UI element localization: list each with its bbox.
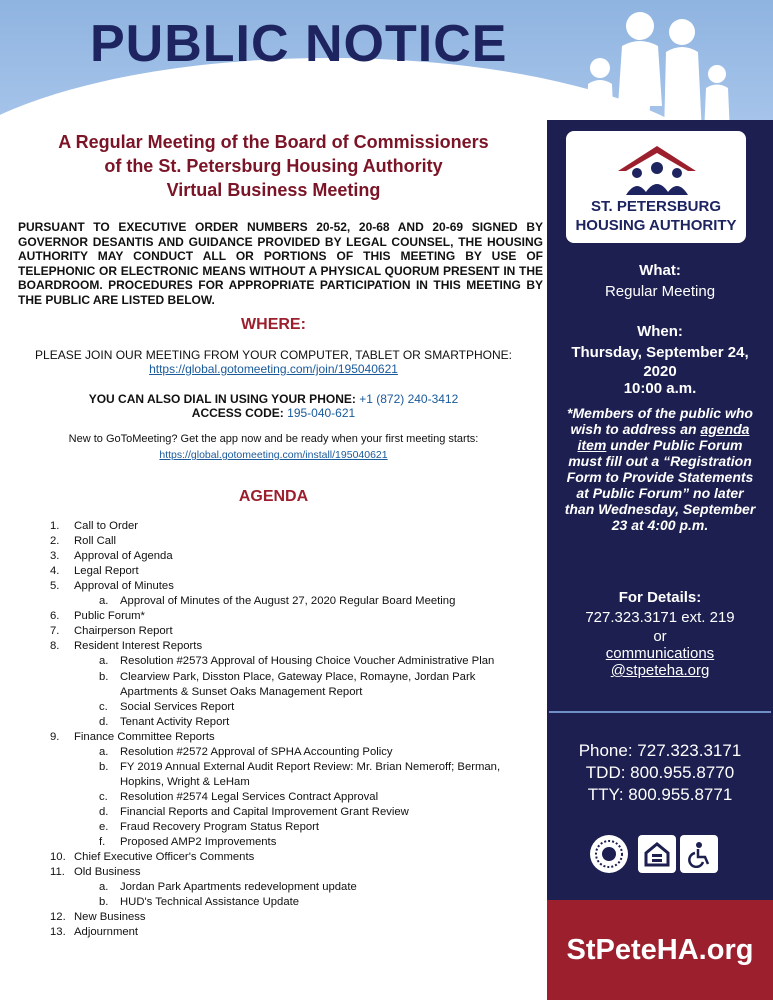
meeting-time: 10:00 a.m. — [623, 380, 697, 397]
agenda-item-text: Old Business — [74, 866, 141, 879]
agenda-item-number: 13. — [50, 926, 66, 939]
note-text-part2: under Public Forum must fill out a “Registration Form to Provide Statements at Public Forum” no later than Wednesday, September 23 at 4:00 p.m. — [564, 437, 756, 533]
agenda-item-text: Chief Executive Officer's Comments — [74, 851, 255, 864]
agenda-item-text: Proposed AMP2 Improvements — [120, 836, 277, 849]
details-or: or — [653, 628, 667, 645]
agenda-item-text: Apartments & Sunset Oaks Management Report — [120, 685, 363, 698]
join-instructions: PLEASE JOIN OUR MEETING FROM YOUR COMPUTER, TABLET OR SMARTPHONE: — [35, 348, 512, 362]
agenda-item-text: Resolution #2573 Approval of Housing Choice Voucher Administrative Plan — [120, 655, 495, 668]
badge-row — [590, 835, 750, 875]
agenda-item-text: Tenant Activity Report — [120, 715, 230, 728]
access-code-line: ACCESS CODE: 195-040-621 — [191, 406, 356, 420]
details-label: For Details: — [618, 589, 702, 606]
meeting-title-line1: A Regular Meeting of the Board of Commissioners — [58, 132, 489, 152]
dial-in-number[interactable]: +1 (872) 240-3412 — [359, 392, 459, 406]
logo-text-line2: HOUSING AUTHORITY — [575, 217, 737, 234]
agenda-item-text: Resolution #2572 Approval of SPHA Accounting Policy — [120, 745, 393, 758]
logo-text-line1: ST. PETERSBURG — [590, 198, 722, 215]
agenda-item-number: d. — [99, 715, 109, 728]
agenda-item-number: 2. — [50, 535, 60, 548]
equal-housing-icon — [638, 835, 676, 873]
details-email-link-domain[interactable]: @stpeteha.org — [610, 662, 710, 679]
meeting-date: Thursday, September 24, 2020 — [571, 344, 749, 380]
agenda-item-number: a. — [99, 655, 109, 668]
sidebar-divider — [549, 711, 771, 713]
agenda-item-number: f. — [99, 836, 106, 849]
agenda-item-number: 4. — [50, 565, 60, 578]
agenda-item-text: Approval of Minutes — [74, 580, 174, 593]
agenda-item-number: 6. — [50, 610, 60, 623]
agenda-item-text: Social Services Report — [120, 700, 235, 713]
agenda-item-text: Financial Reports and Capital Improvement Grant Review — [120, 805, 409, 818]
agenda-item-text: Approval of Minutes of the August 27, 2020 Regular Board Meeting — [120, 595, 456, 608]
family-icon — [570, 6, 740, 134]
agenda-item-text: Fraud Recovery Program Status Report — [120, 821, 320, 833]
contact-phone: Phone: 727.323.3171 — [578, 741, 742, 760]
agenda-item-text: Roll Call — [74, 535, 117, 548]
where-heading: WHERE: — [241, 316, 306, 333]
agenda-item-number: c. — [99, 700, 108, 713]
hud-seal-icon — [590, 835, 628, 873]
housing-authority-logo — [566, 131, 746, 243]
agenda-item-text: FY 2019 Annual External Audit Report Review: Mr. Brian Nemeroff; Berman, — [120, 760, 501, 773]
details-phone: 727.323.3171 ext. 219 — [585, 609, 735, 626]
agenda-item-number: b. — [99, 670, 109, 683]
accessibility-icon — [680, 835, 718, 873]
agenda-item-number: a. — [99, 595, 109, 608]
when-label: When: — [637, 323, 683, 340]
contact-tty: TTY: 800.955.8771 — [587, 785, 733, 804]
agenda-item-text: Finance Committee Reports — [74, 730, 215, 743]
gotomeeting-note: New to GoToMeeting? Get the app now and be ready when your first meeting starts: — [68, 433, 479, 445]
agenda-item-text: Resident Interest Reports — [74, 640, 203, 653]
website-footer — [547, 900, 773, 1000]
agenda-item-text: Chairperson Report — [74, 625, 173, 638]
agenda-item-text: Resolution #2574 Legal Services Contract Approval — [120, 790, 379, 803]
agenda-item-text: New Business — [74, 911, 146, 924]
agenda-item-number: 8. — [50, 640, 60, 653]
dial-in-label: YOU CAN ALSO DIAL IN USING YOUR PHONE: — [88, 392, 356, 406]
housing-logo-icon — [612, 143, 702, 199]
agenda-item-number: 7. — [50, 625, 60, 638]
agenda-item-number: 9. — [50, 730, 60, 743]
agenda-item-number: 10. — [50, 851, 66, 864]
details-email-link[interactable]: communications — [605, 645, 715, 662]
agenda-item-number: c. — [99, 790, 108, 803]
agenda-item-text: Approval of Agenda — [74, 550, 173, 563]
agenda-item-text: HUD's Technical Assistance Update — [120, 896, 300, 909]
agenda-item-number: 3. — [50, 550, 60, 563]
agenda-item-text: Jordan Park Apartments redevelopment update — [120, 881, 357, 894]
agenda-item-number: b. — [99, 896, 109, 909]
public-forum-note — [547, 405, 773, 533]
agenda-item-text: Legal Report — [74, 565, 139, 578]
what-value: Regular Meeting — [604, 283, 716, 300]
agenda-item-text: Public Forum* — [74, 610, 145, 623]
agenda-item-text: Adjournment — [74, 926, 139, 939]
agenda-item-text: Clearview Park, Disston Place, Gateway Place, Romayne, Jordan Park — [120, 670, 476, 683]
agenda-item-text: Hopkins, Wright & LeHam — [120, 775, 250, 788]
agenda-item-number: a. — [99, 745, 109, 758]
agenda-item-number: b. — [99, 760, 109, 773]
agenda-item-number: 5. — [50, 580, 60, 593]
contact-tdd: TDD: 800.955.8770 — [585, 763, 735, 782]
agenda-item-number: e. — [99, 821, 109, 833]
agenda-item-number: d. — [99, 805, 109, 818]
agenda-item-number: 11. — [50, 866, 65, 879]
meeting-title-line3: Virtual Business Meeting — [166, 180, 381, 200]
page-title: PUBLIC NOTICE — [90, 15, 508, 73]
what-label: What: — [639, 262, 681, 279]
install-app-link[interactable]: https://global.gotomeeting.com/install/195040621 — [159, 449, 388, 461]
join-meeting-link[interactable]: https://global.gotomeeting.com/join/195040621 — [149, 362, 398, 376]
note-text-part1: *Members of the public who wish to address an — [567, 405, 753, 437]
access-code-value: 195-040-621 — [287, 406, 356, 420]
meeting-title-line2: of the St. Petersburg Housing Authority — [104, 156, 443, 176]
dial-in-line — [0, 392, 547, 406]
access-code-label: ACCESS CODE — [191, 406, 280, 420]
agenda-heading: AGENDA — [238, 488, 309, 505]
agenda-item-number: 1. — [50, 520, 60, 532]
agenda-item-number: a. — [99, 881, 109, 894]
agenda-item-link[interactable]: agenda item — [577, 421, 750, 453]
executive-order-notice: PURSUANT TO EXECUTIVE ORDER NUMBERS 20-52, 20-68 AND 20-69 SIGNED BY GOVERNOR DESANTIS AND GUIDANCE PROVIDED BY LEGAL COUNSEL, THE HOUSING AUTHORITY MAY CONDUCT ALL OR PORTIONS OF THIS MEETING BY USE OF TELEPHONIC OR ELECTRONIC MEANS WITHOUT A PHYSICAL QUORUM PRESENT IN THE BOARDROOM. PROCEDURES FOR APPROPRIATE PARTICIPATION IN THIS MEETING BY THE PUBLIC ARE LISTED BELOW. — [18, 220, 543, 307]
website-link[interactable]: StPeteHA.org — [566, 933, 754, 966]
agenda-item-number: 12. — [50, 911, 66, 924]
agenda-item-text: Call to Order — [74, 520, 139, 532]
